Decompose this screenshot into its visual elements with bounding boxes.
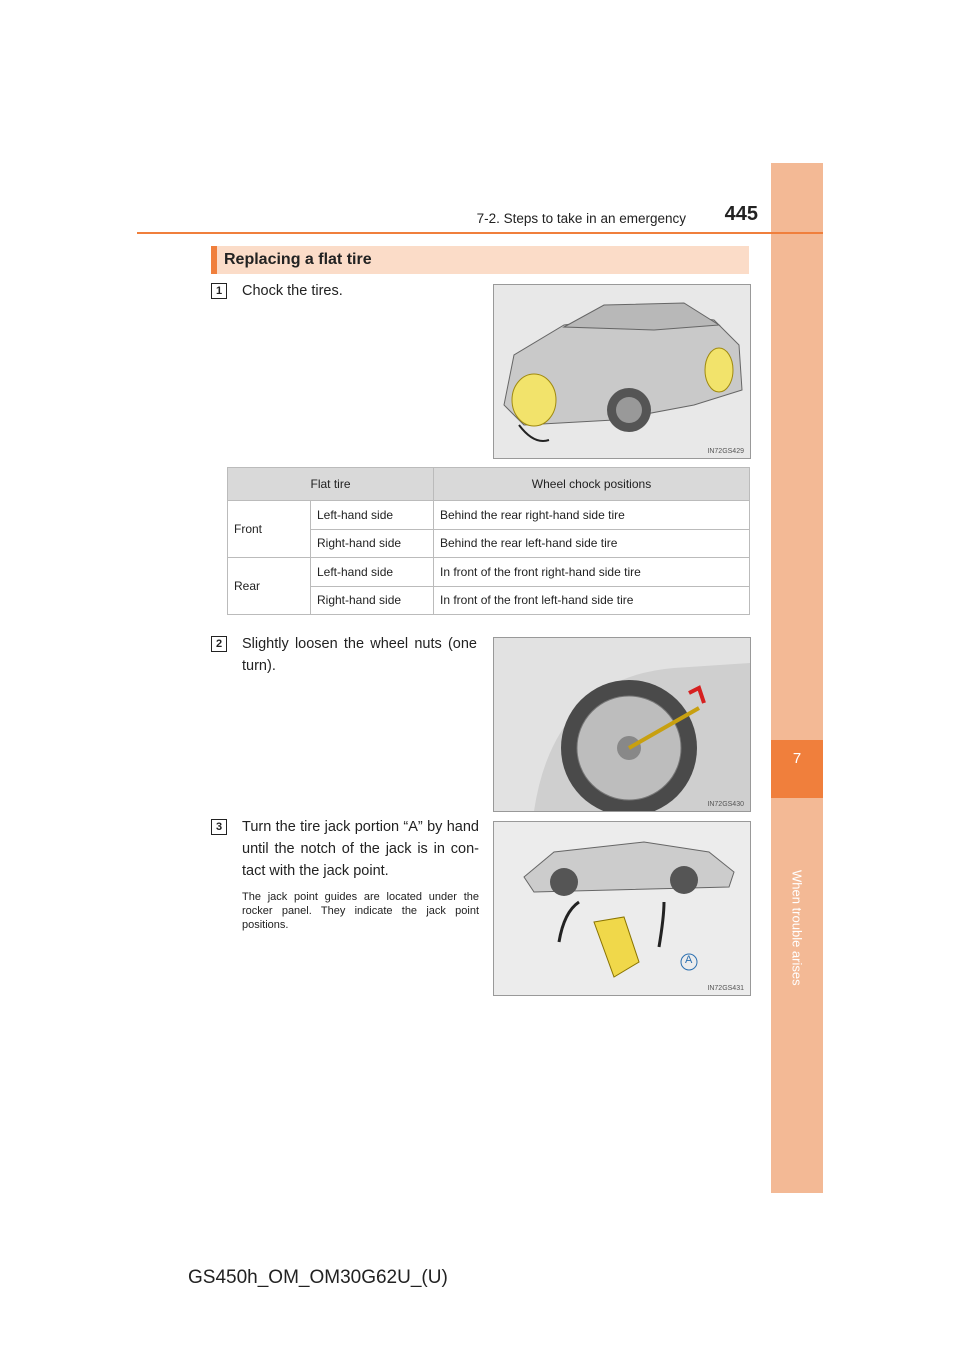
- table-cell-position: Behind the rear left-hand side tire: [434, 529, 750, 558]
- jack-illustration: [494, 822, 750, 995]
- step-1-text: Chock the tires.: [242, 283, 343, 299]
- table-row: [228, 558, 750, 587]
- figure-code: IN72GS430: [707, 801, 744, 808]
- table-cell-position: Behind the rear right-hand side tire: [434, 501, 750, 530]
- figure-code: IN72GS431: [707, 985, 744, 992]
- figure-loosen-nuts: [493, 637, 751, 812]
- section-title-accent: [211, 246, 217, 274]
- table-cell-side: Left-hand side: [311, 558, 434, 587]
- wheel-chock-table: [227, 467, 750, 615]
- step-3-text: Turn the tire jack portion “A” by hand until the notch of the jack is in con-tact with the jack point.: [242, 819, 479, 879]
- table-cell-side: Right-hand side: [311, 586, 434, 615]
- page-number: 445: [724, 203, 758, 225]
- table-cell-side: Right-hand side: [311, 529, 434, 558]
- car-chock-illustration: [494, 285, 750, 458]
- group-label-front: Front: [228, 501, 311, 558]
- group-label-rear: Rear: [228, 558, 311, 615]
- table-cell-position: In front of the front right-hand side tire: [434, 558, 750, 587]
- column-header-chock-positions: Wheel chock positions: [434, 468, 750, 501]
- figure-code: IN72GS429: [707, 448, 744, 455]
- chapter-number: 7: [792, 750, 802, 767]
- table-cell-side: Left-hand side: [311, 501, 434, 530]
- step-2-text: Slightly loosen the wheel nuts (one turn).: [242, 636, 477, 674]
- step-number-3: 3: [211, 819, 227, 835]
- section-title: Replacing a flat tire: [224, 251, 372, 268]
- step-number-2: 2: [211, 636, 227, 652]
- figure-label-a: A: [685, 954, 693, 966]
- table-header-row: [228, 468, 750, 501]
- column-header-flat-tire: Flat tire: [228, 468, 434, 501]
- table-cell-position: In front of the front left-hand side tire: [434, 586, 750, 615]
- document-footer: GS450h_OM_OM30G62U_(U): [188, 1267, 448, 1288]
- header-section-title: 7-2. Steps to take in an emergency: [476, 211, 686, 226]
- header-rule: [137, 232, 823, 234]
- chapter-number-box: [771, 740, 823, 798]
- step-number-1: 1: [211, 283, 227, 299]
- table-row: [228, 501, 750, 530]
- chapter-side-tab: [771, 163, 823, 1193]
- chapter-title: When trouble arises: [789, 870, 805, 986]
- step-3-note: The jack point guides are located under the rocker panel. They indicate the jack point positions.: [242, 891, 479, 931]
- wheel-wrench-illustration: [494, 638, 750, 811]
- figure-chock-tires: [493, 284, 751, 459]
- figure-jack-position: [493, 821, 751, 996]
